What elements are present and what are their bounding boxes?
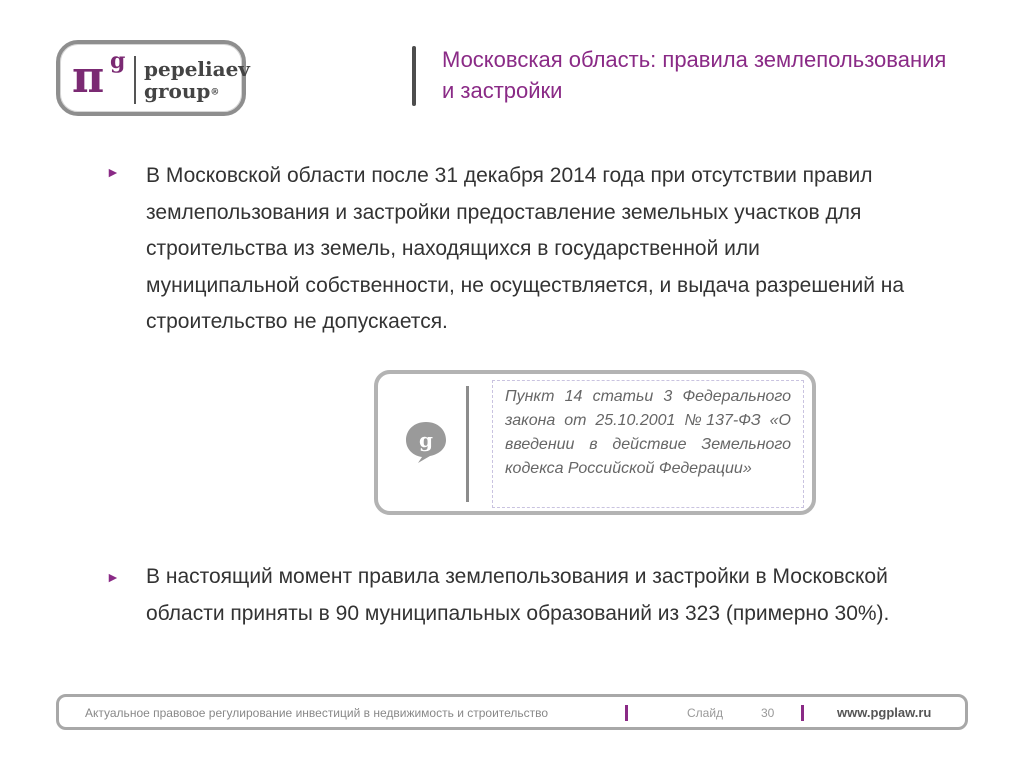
bullet-marker-2: ► [106,569,120,585]
citation-box [374,370,816,515]
footer-bar [56,694,968,730]
citation-text: Пункт 14 статьи 3 Федерального закона от 25.10.2001 №137-ФЗ «О введении в действие Земельного кодекса Российской Федерации» [492,380,804,508]
bullet-text-1: В Московской области после 31 декабря 2014 года при отсутствии правил землепользования и застройки предоставление земельных участков для строительства из земель, находящихся в государственной или муниципальной собственности, не осуществляется, и выдача разрешений на строительство не допускается. [146,164,905,333]
slide-number: 30 [761,706,775,720]
logo-superscript: g [110,48,126,74]
logo-divider [134,56,136,104]
slide-title: Московская область: правила землепользования и застройки [442,47,947,103]
company-logo [56,40,250,116]
logo-symbol: π [72,52,105,103]
website-link[interactable]: www.pgplaw.ru [837,705,932,720]
logo-word-line1: pepeliaev [144,57,250,81]
bullet-text-2: В настоящий момент правила землепользования и застройки в Московской области приняты в 90 муниципальных образований из 323 (примерно 30%). [146,565,890,625]
footer-separator [625,705,628,721]
slide-label: Слайд [687,706,724,720]
footer-caption: Актуальное правовое регулирование инвестиций в недвижимость и строительство [85,706,549,720]
logo-word-group: group [144,79,211,103]
footer-separator [801,705,804,721]
logo-registered-mark: ® [210,87,220,98]
citation-divider [466,386,469,502]
title-divider [412,46,416,106]
bullet-marker-1: ► [106,164,120,180]
speech-bubble-g-icon [404,420,448,464]
svg-text:g: g [419,428,433,452]
logo-word-line2 [144,80,219,104]
